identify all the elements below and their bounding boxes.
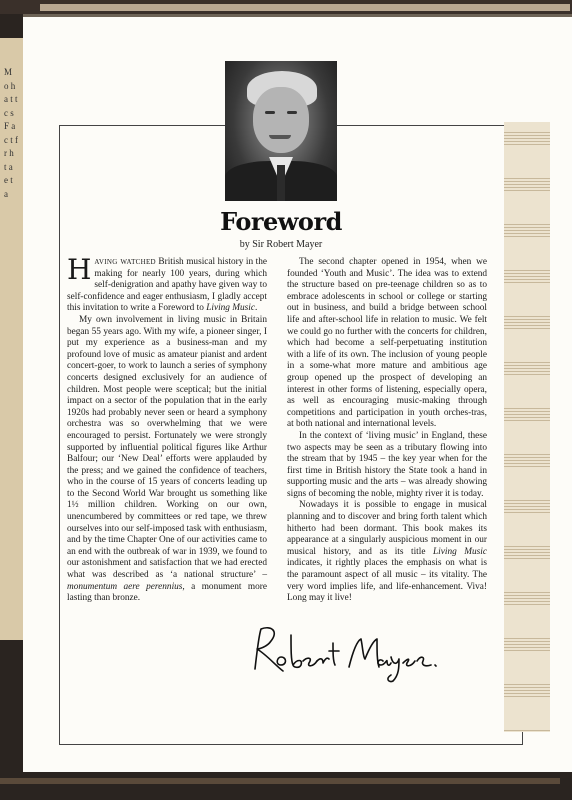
author-byline: by Sir Robert Mayer [239,239,323,250]
book-top-edge [0,0,572,14]
paragraph-2: My own involvement in living music in Britain began 55 years ago. With my wife, a pioneer singer, I put my experience as a business-man and my profound love of music as amateur pianist and ardent concert-goer, to work to launch a series of symphony concerts designed exclusively for an audience of children. Most people were sceptical; but the initial impact on a sector of the population that in the early 1920s had probably never seen or heard a symphony orchestra was so overwhelming that we were encouraged to persist. Fortunately we were strongly supported by influential political figures like Arthur Balfour; our ‘New Deal’ efforts were applauded by the press; and we gained the confidence of teachers, who in the course of 15 years of concerts leading up to the Second World War brought us something like 1½ million children. Working on our own, unencumbered by committees or red tape, we threw ourselves into our self-imposed task with enthusiasm, and by the time Chapter One of our activities came to an end with the outbreak of war in 1939, we found to our astonishment and satisfaction that we had erected what was described as ‘a national structure’ – monumentum aere perennius, a monument more lasting than bronze. [67,314,267,604]
book-bottom-edge [0,772,572,800]
author-portrait-photo [225,61,337,201]
foreword-page [23,14,572,777]
paragraph-5: Nowadays it is possible to engage in musical planning and to discover and bring forth talent which hitherto had been dormant. This book makes its appearance at a singularly auspicious moment in our musical history, and as its title Living Music indicates, it rightly places the emphasis on what is the paramount aspect of all music – its vitality. The very word implies life, and life-enhancement. Viva! Long may it live! [287,500,487,604]
paragraph-1: Having watched British musical history in the making for nearly 100 years, during which self-denigration and apathy have given way to self-confidence and eager enthusiasm, I gladly accept this invitation to write a Foreword to Living Music. [67,253,267,314]
next-page-staff-lines [504,122,550,732]
previous-page-text-fragments: M o h a t t c s F a c t f r h t a e t a [4,67,18,199]
paragraph-4: In the context of ‘living music’ in England, these two aspects may be seen as a tributary flowing into the stream that by 1945 – the key year when for the first time in British history the State took a hand in supporting music and the arts – was already showing signs of becoming the noble, mighty river it is today. [287,430,487,499]
drop-cap: H [67,253,92,286]
handwritten-signature [245,621,445,683]
paragraph-3: The second chapter opened in 1954, when we founded ‘Youth and Music’. The idea was to extend the structure based on pre-teenage children so as to embrace adolescents in school or college or starting out in business, and build a bridge between school life and after-school life in relation to music. We felt we could go no further with the concerts for children, which had become a self-perpetuating institution with a life of its own. The inclusion of young people in a some-what more mature and ambitious age group opened up the prospect of developing an interest in other forms of listening, especially opera, as well as encouraging music-making through competitions and participation in youth orches-tras, at both national and international levels. [287,257,487,430]
text-column-left [67,253,267,605]
page-title: Foreword [173,207,389,236]
text-column-right [287,257,487,605]
